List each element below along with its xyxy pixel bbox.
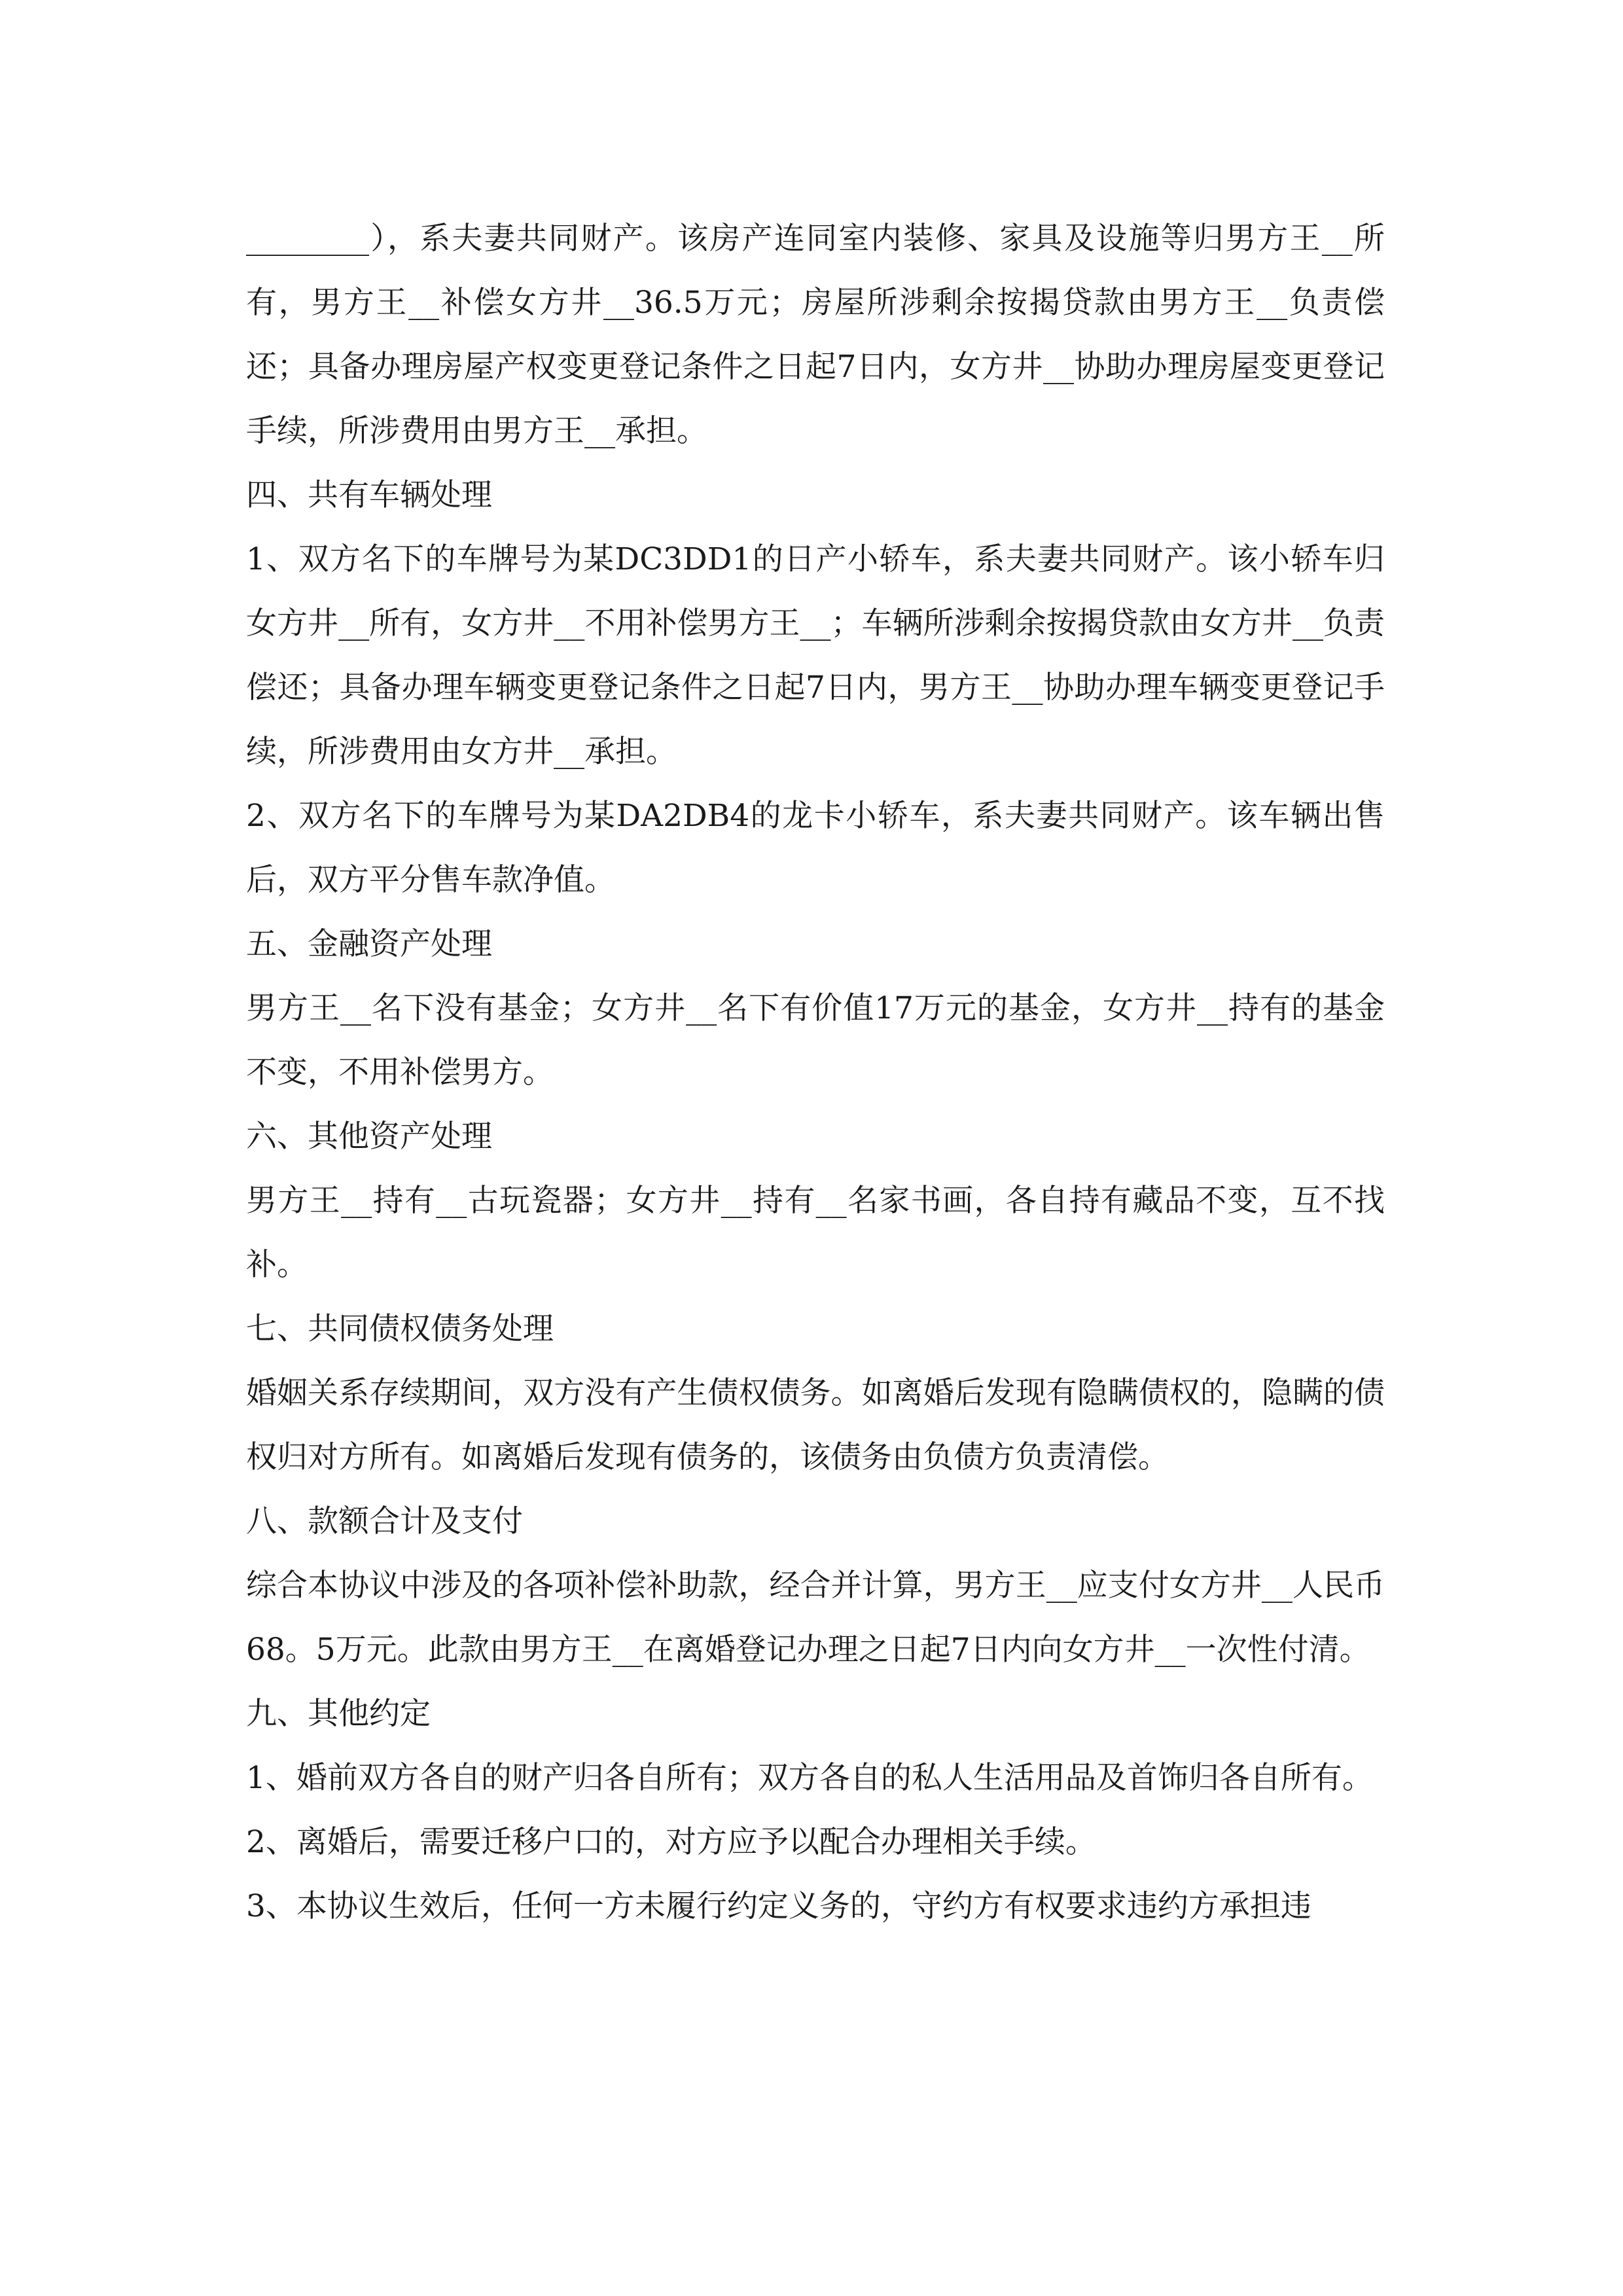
paragraph-other-assets: 男方王__持有__古玩瓷器；女方井__持有__名家书画，各自持有藏品不变，互不找补。 xyxy=(246,1183,1385,1283)
paragraph-term-2: 2、离婚后，需要迁移户口的，对方应予以配合办理相关手续。 xyxy=(246,1824,1096,1860)
section-heading-financial: 五、金融资产处理 xyxy=(246,926,492,962)
section-heading-other-terms: 九、其他约定 xyxy=(246,1696,431,1732)
paragraph-term-1: 1、婚前双方各自的财产归各自所有；双方各自的私人生活用品及首饰归各自所有。 xyxy=(246,1760,1373,1796)
paragraph-debts: 婚姻关系存续期间，双方没有产生债权债务。如离婚后发现有隐瞒债权的，隐瞒的债权归对方所有。如离婚后发现有债务的，该债务由负债方负责清偿。 xyxy=(246,1375,1385,1475)
section-heading-debts: 七、共同债权债务处理 xyxy=(246,1311,554,1347)
paragraph-financial: 男方王__名下没有基金；女方井__名下有价值17万元的基金，女方井__持有的基金不变，不用补偿男方。 xyxy=(246,990,1385,1090)
paragraph-payment: 综合本协议中涉及的各项补偿补助款，经合并计算，男方王__应支付女方井__人民币68。5万元。此款由男方王__在离婚登记办理之日起7日内向女方井__一次性付清。 xyxy=(246,1568,1385,1668)
section-heading-payment: 八、款额合计及支付 xyxy=(246,1503,523,1539)
section-heading-other-assets: 六、其他资产处理 xyxy=(246,1119,492,1155)
paragraph-vehicle-1: 1、双方名下的车牌号为某DC3DD1的日产小轿车，系夫妻共同财产。该小轿车归女方井__所有，女方井__不用补偿男方王__；车辆所涉剩余按揭贷款由女方井__负责偿还；具备办理车辆变更登记条件之日起7日内，男方王__协助办理车辆变更登记手续，所涉费用由女方井__承担。 xyxy=(246,541,1385,770)
paragraph-vehicle-2: 2、双方名下的车牌号为某DA2DB4的龙卡小轿车，系夫妻共同财产。该车辆出售后，双方平分售车款净值。 xyxy=(246,798,1385,898)
document-body xyxy=(246,207,1385,1939)
paragraph-term-3: 3、本协议生效后，任何一方未履行约定义务的，守约方有权要求违约方承担违 xyxy=(246,1888,1311,1924)
section-heading-vehicles: 四、共有车辆处理 xyxy=(246,477,492,513)
paragraph-property-house: ________），系夫妻共同财产。该房产连同室内装修、家具及设施等归男方王__所有，男方王__补偿女方井__36.5万元；房屋所涉剩余按揭贷款由男方王__负责偿还；具备办理房屋产权变更登记条件之日起7日内，女方井__协助办理房屋变更登记手续，所涉费用由男方王__承担。 xyxy=(246,221,1385,449)
